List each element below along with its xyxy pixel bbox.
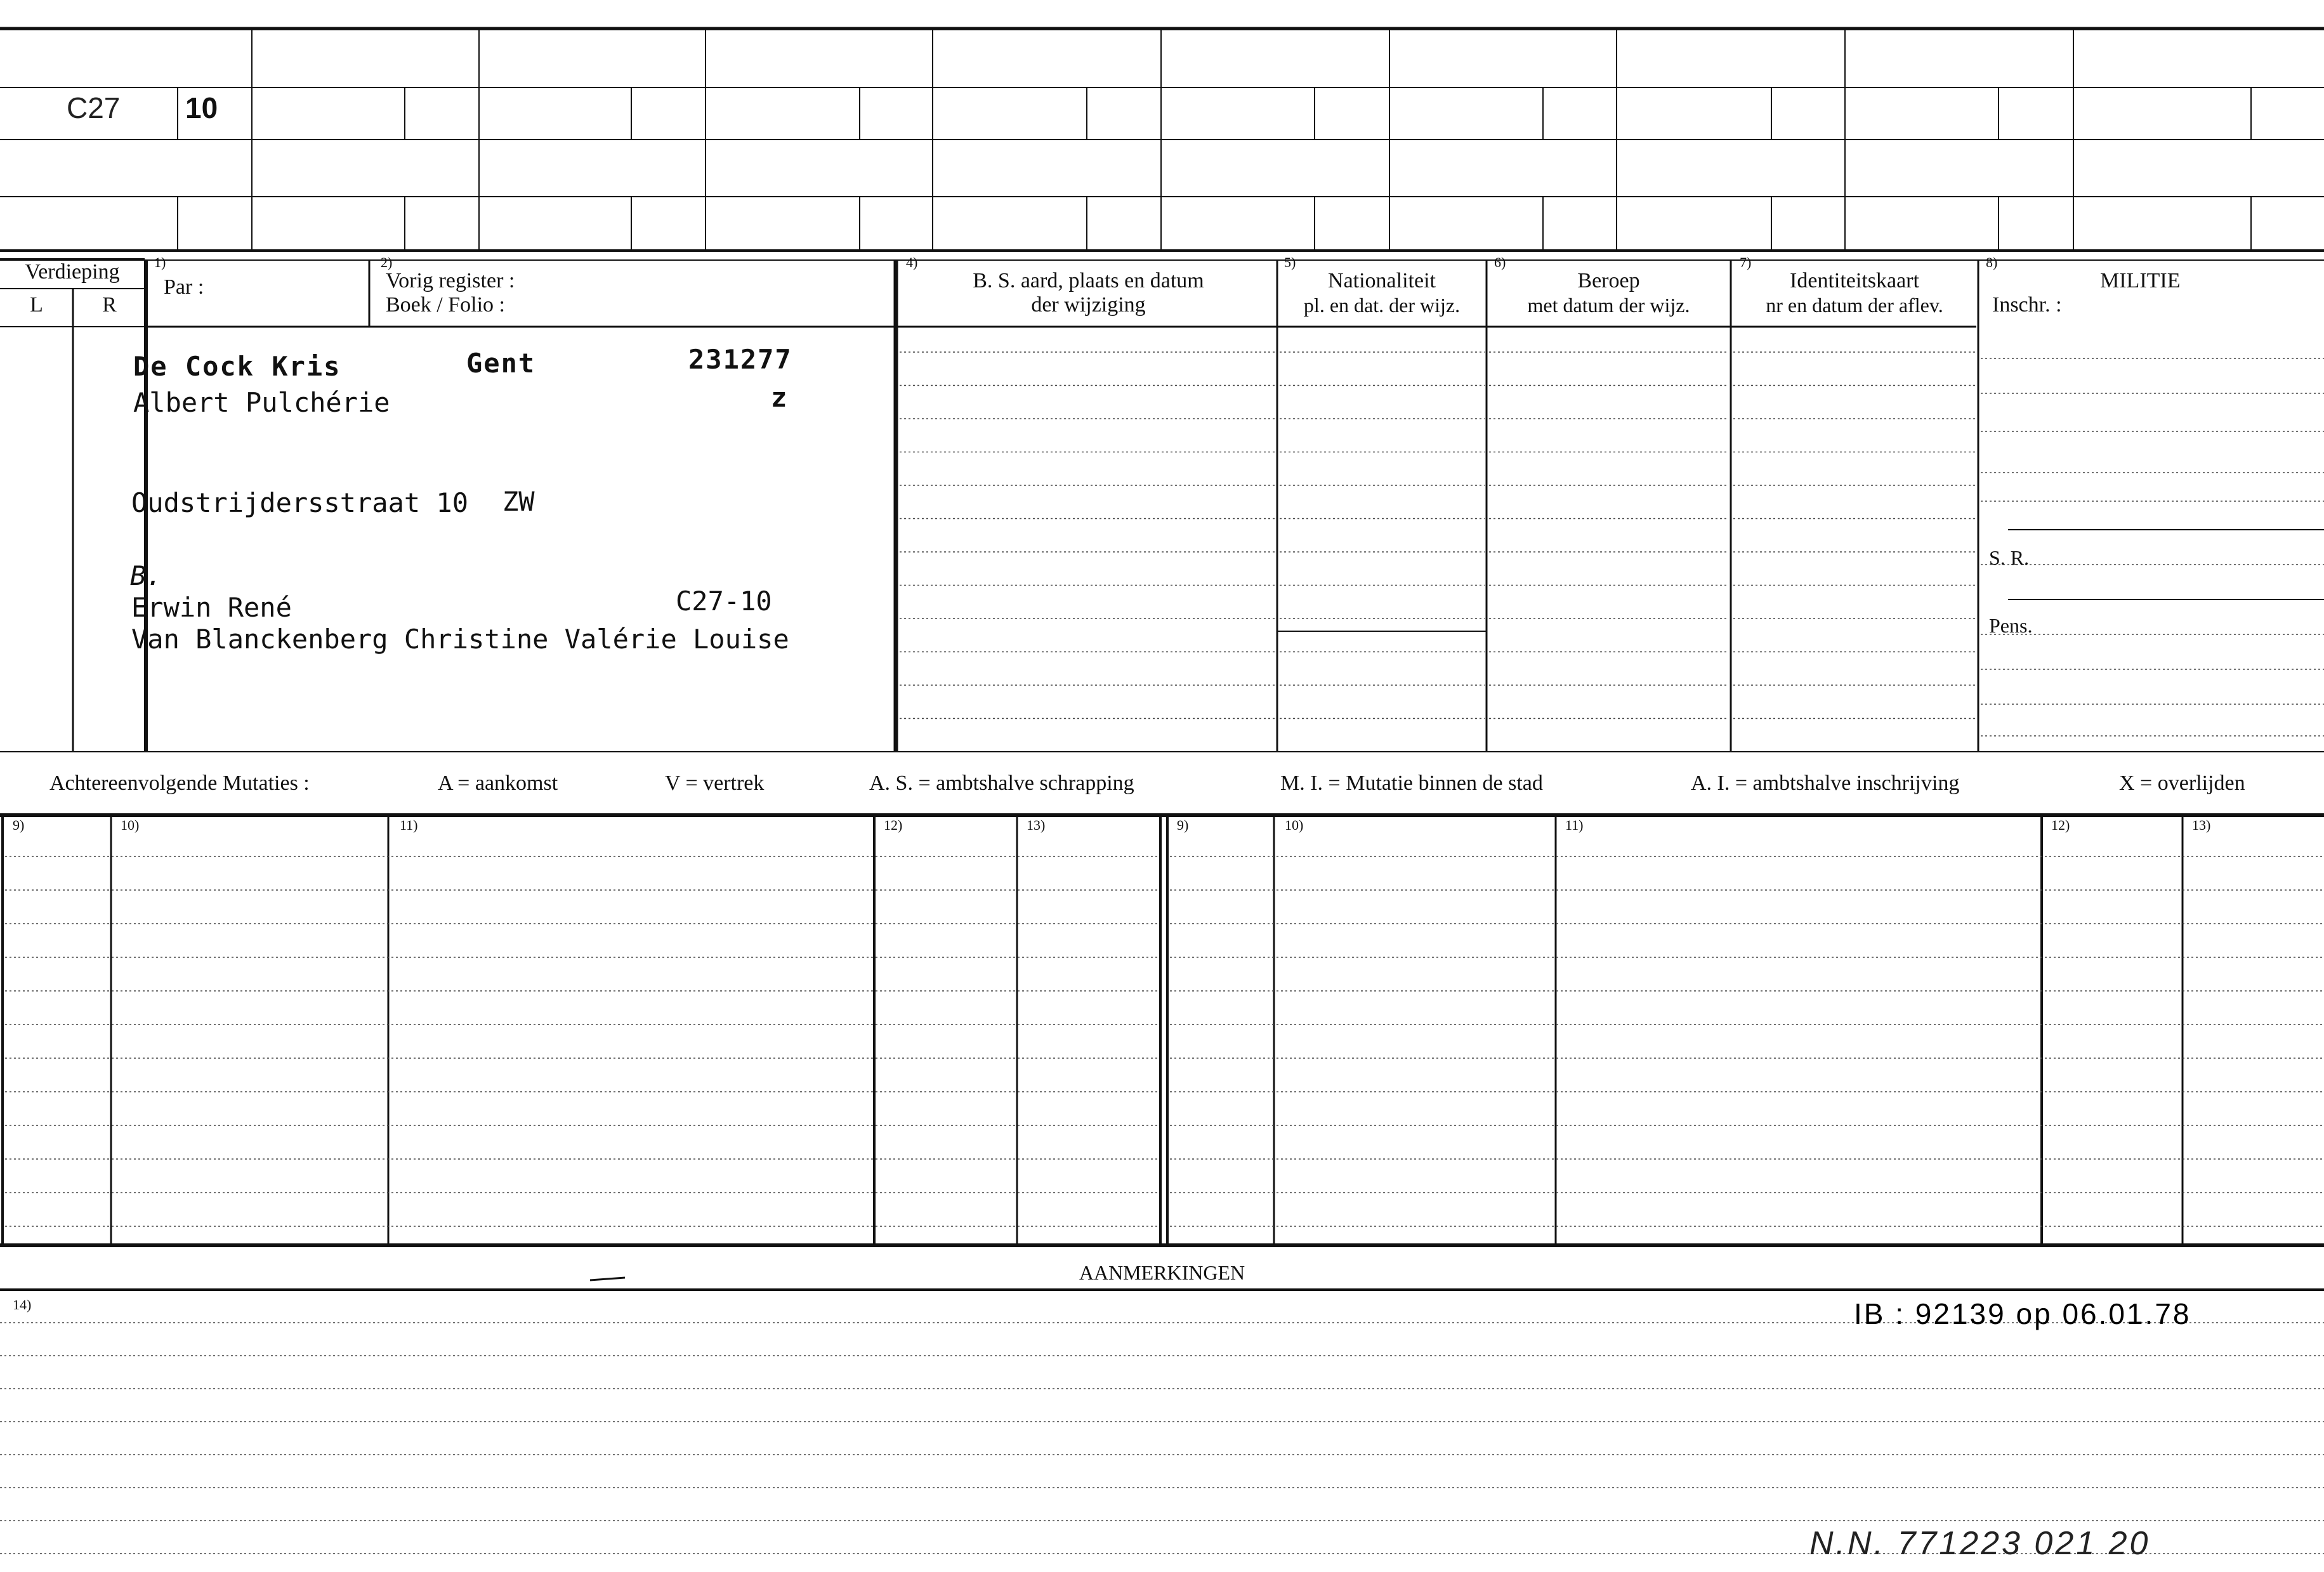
- verdieping-label: Verdieping: [25, 260, 120, 284]
- nationality-label-line1: Nationaliteit: [1328, 269, 1436, 292]
- mutation-col-number: 11): [400, 817, 418, 833]
- right-label: R: [102, 293, 117, 317]
- legend-internal-move: M. I. = Mutatie binnen de stad: [1280, 771, 1543, 795]
- id-card-label-line2: nr en datum der aflev.: [1766, 294, 1943, 317]
- remarks-number: 14): [13, 1297, 32, 1313]
- col4-number: 4): [906, 254, 918, 270]
- bs-label-line1: B. S. aard, plaats en datum: [973, 269, 1204, 292]
- bs-label-line2: der wijziging: [1031, 293, 1146, 317]
- col5-number: 5): [1284, 254, 1296, 270]
- sex-code: z: [771, 382, 789, 413]
- col1-number: 1): [154, 254, 166, 270]
- top-grid-code: C27: [67, 91, 121, 124]
- pens-label: Pens.: [1989, 614, 2033, 637]
- mutation-col-number: 12): [2051, 817, 2070, 833]
- profession-label-line2: met datum der wijz.: [1527, 294, 1690, 317]
- nn-entry: N.N. 771223 021 20: [1809, 1525, 2151, 1562]
- vorig-register-label: Vorig register :: [386, 269, 515, 292]
- address-code: ZW: [502, 486, 535, 517]
- col8-number: 8): [1986, 254, 1998, 270]
- inschr-label: Inschr. :: [1992, 293, 2062, 317]
- ib-entry: IB : 92139 op 06.01.78: [1854, 1297, 2191, 1330]
- top-grid-number: 10: [185, 91, 218, 124]
- reference: C27-10: [676, 586, 772, 617]
- legend-death: X = overlijden: [2119, 771, 2245, 795]
- birthdate: 231277: [688, 344, 792, 375]
- mutation-col-number: 12): [884, 817, 903, 833]
- firstnames: Albert Pulchérie: [133, 387, 390, 418]
- birthplace: Gent: [466, 348, 536, 379]
- remarks-title: AANMERKINGEN: [1079, 1261, 1245, 1284]
- legend-title: Achtereenvolgende Mutaties :: [49, 771, 310, 795]
- mutation-col-number: 13): [2192, 817, 2211, 833]
- boek-folio-label: Boek / Folio :: [386, 293, 505, 317]
- par-label: Par :: [164, 275, 204, 299]
- mutation-col-number: 9): [13, 817, 25, 833]
- mutation-col-number: 9): [1177, 817, 1189, 833]
- legend-official-registration: A. I. = ambtshalve inschrijving: [1691, 771, 1960, 795]
- father-mark: B.: [130, 560, 162, 591]
- mutation-col-number: 10): [121, 817, 140, 833]
- militie-label: MILITIE: [2100, 269, 2181, 292]
- sr-label: S. R.: [1989, 546, 2030, 569]
- mutation-col-number: 13): [1027, 817, 1046, 833]
- father-name: Erwin René: [131, 592, 292, 623]
- legend-arrival: A = aankomst: [438, 771, 558, 795]
- legend-departure: V = vertrek: [665, 771, 765, 795]
- left-label: L: [30, 293, 43, 317]
- mutation-col-number: 10): [1285, 817, 1304, 833]
- profession-label-line1: Beroep: [1577, 269, 1640, 292]
- col6-number: 6): [1494, 254, 1506, 270]
- col2-number: 2): [381, 254, 393, 270]
- surname-line: De Cock Kris: [133, 351, 341, 382]
- nationality-label-line2: pl. en dat. der wijz.: [1303, 294, 1461, 317]
- address: Oudstrijdersstraat 10: [131, 487, 469, 518]
- legend-official-removal: A. S. = ambtshalve schrapping: [869, 771, 1134, 795]
- mutation-col-number: 11): [1565, 817, 1584, 833]
- mother-name: Van Blanckenberg Christine Valérie Louise: [131, 624, 789, 655]
- id-card-label-line1: Identiteitskaart: [1790, 269, 1919, 292]
- col7-number: 7): [1740, 254, 1752, 270]
